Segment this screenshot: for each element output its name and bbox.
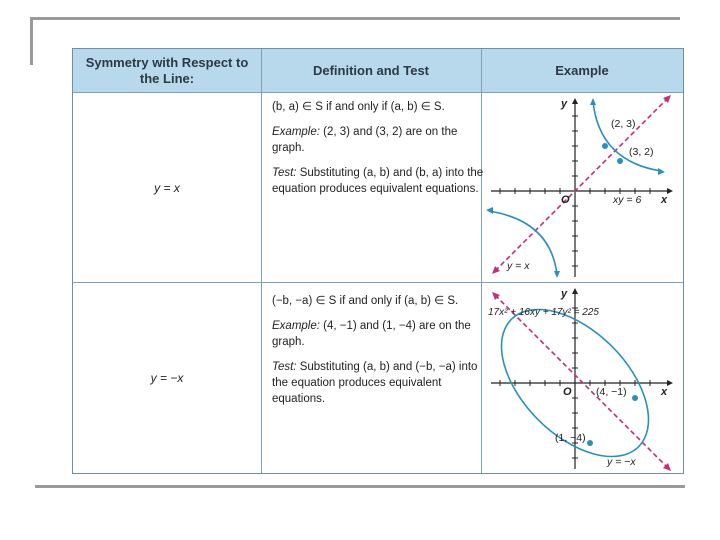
row1-origin-label: O	[561, 194, 570, 206]
row2-example-graph	[483, 283, 681, 473]
row2-test-label: Test:	[272, 361, 297, 373]
row1-hyperbola-arrow-2b	[554, 271, 560, 278]
row2-point-2-label: (1, −4)	[555, 432, 586, 444]
row2-point-2	[587, 440, 593, 446]
row2-y-axis-arrow	[572, 288, 578, 294]
row2-example-text: (4, −1) and (1, −4) are on the graph.	[272, 320, 471, 348]
row1-test-text: Substituting (a, b) and (b, a) into the equation produces equivalent equations.	[272, 167, 484, 195]
row2-point-1-label: (4, −1)	[596, 386, 627, 398]
header-example: Example	[555, 62, 609, 78]
row1-definition-block	[272, 99, 484, 206]
slide-frame-left	[30, 17, 33, 65]
header-symmetry: Symmetry with Respect to the Line:	[85, 54, 249, 86]
row1-point-2	[617, 158, 623, 164]
row1-symmetry-line-arrow-bottom	[492, 266, 500, 274]
symmetry-table	[72, 48, 684, 474]
row1-symmetry-line	[495, 98, 668, 271]
row1-hyperbola-arrow-1a	[590, 98, 596, 105]
row2-symmetry-line-arrow-bottom	[663, 463, 671, 471]
row2-x-label: x	[661, 386, 668, 398]
row2-symmetry-line-arrow-top	[492, 292, 500, 300]
row2-definition: (−b, −a) ∈ S if and only if (a, b) ∈ S.	[272, 295, 459, 307]
row1-line-label-graph: y = x	[507, 260, 530, 272]
row1-symmetry-line-arrow-top	[663, 95, 671, 103]
row1-example-text: (2, 3) and (3, 2) are on the graph.	[272, 126, 458, 154]
row1-x-label: x	[661, 194, 668, 206]
row1-example	[272, 124, 484, 156]
table-header	[73, 49, 683, 92]
row2-example-label: Example:	[272, 320, 320, 332]
row2-y-label: y	[561, 288, 568, 300]
row1-example-label: Example:	[272, 126, 320, 138]
row1-y-axis-arrow	[572, 98, 578, 104]
slide-frame-bottom	[35, 485, 685, 488]
row1-y-label: y	[561, 98, 568, 110]
row1-hyperbola-arrow-1b	[658, 168, 665, 175]
row2-point-1	[632, 395, 638, 401]
row2-equation-label: 17x² + 16xy + 17y² = 225	[488, 307, 599, 318]
row1-test	[272, 165, 484, 197]
row2-x-axis-arrow	[667, 380, 673, 386]
slide-frame-top	[30, 17, 680, 20]
row1-hyperbola-branch-1	[593, 101, 661, 171]
header-definition: Definition and Test	[312, 62, 430, 78]
row2-line-label-graph: y = −x	[607, 456, 636, 468]
row2-definition-block	[272, 293, 484, 416]
row1-example-graph	[483, 93, 681, 281]
row1-point-1	[602, 143, 608, 149]
row1-test-label: Test:	[272, 167, 297, 179]
row2-test-text: Substituting (a, b) and (−b, −a) into the equation produces equivalent equations.	[272, 361, 478, 405]
row2-example	[272, 318, 484, 350]
row1-x-axis-arrow	[667, 188, 673, 194]
row1-definition: (b, a) ∈ S if and only if (a, b) ∈ S.	[272, 101, 445, 113]
row1-point-2-label: (3, 2)	[629, 146, 654, 158]
row1-line-label: y = x	[154, 181, 180, 195]
row1-point-1-label: (2, 3)	[611, 118, 636, 130]
row1-hyperbola-arrow-2a	[486, 207, 493, 214]
row2-origin-label: O	[563, 386, 572, 398]
row2-line-label: y = −x	[150, 371, 184, 385]
column-divider-1	[261, 49, 262, 473]
row1-equation-label: xy = 6	[613, 194, 642, 206]
row2-test	[272, 359, 484, 407]
